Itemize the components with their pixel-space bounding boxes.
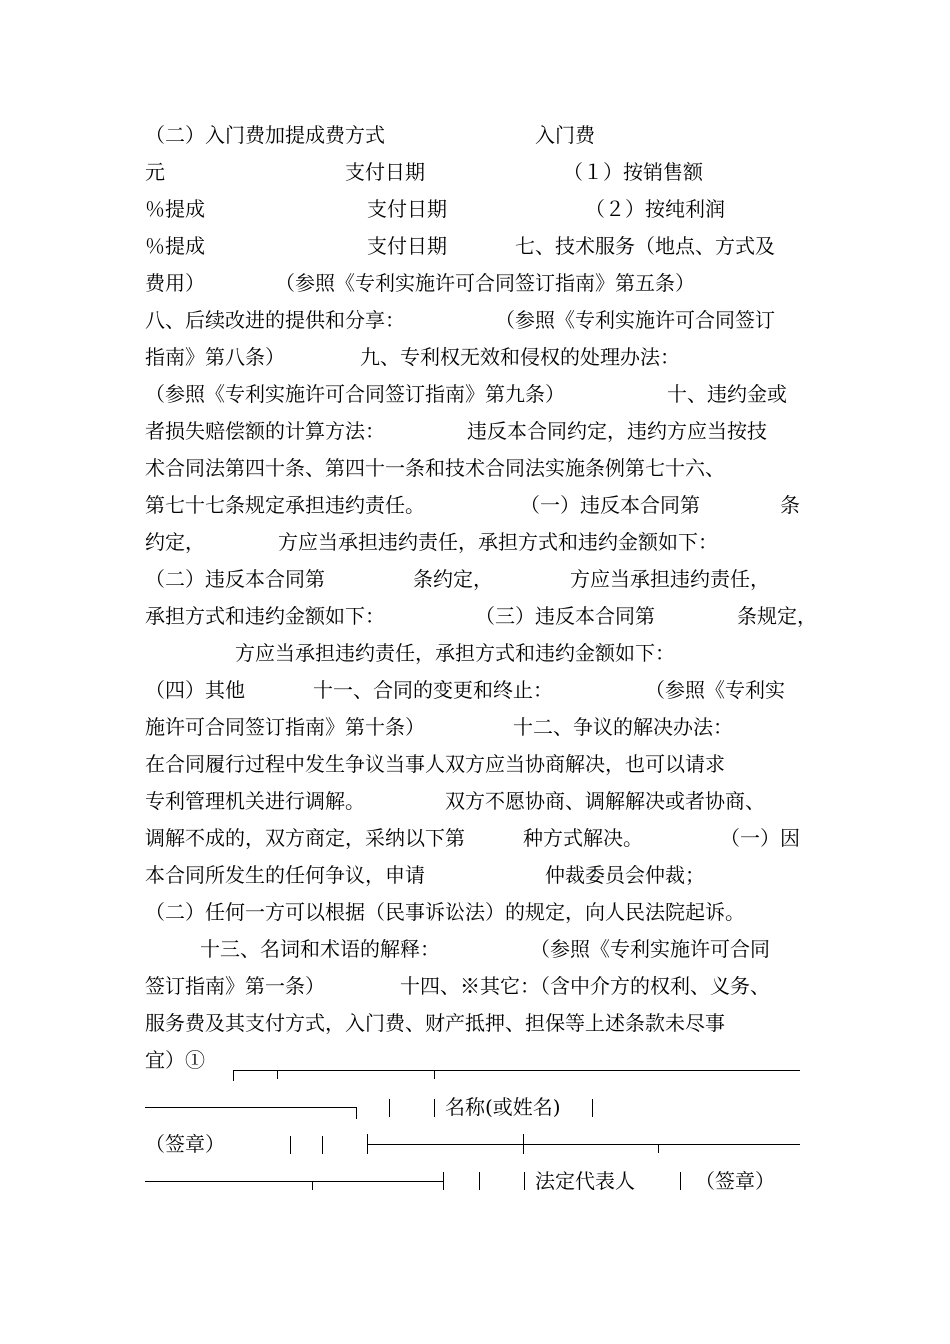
text-line (145, 191, 815, 228)
text-segment: 入门费 (535, 123, 595, 147)
text-segment: 违反本合同约定，违约方应当按技 (467, 419, 767, 443)
text-line (145, 154, 815, 191)
text-segment: 种方式解决。 (523, 826, 643, 850)
rep-label: 法定代表人 (535, 1169, 635, 1193)
text-segment: （１）按销售额 (563, 160, 703, 184)
text-segment: 十三、名词和术语的解释： (200, 937, 440, 961)
text-line (145, 857, 815, 894)
text-line (145, 450, 815, 487)
text-segment: 调解不成的，双方商定，采纳以下第 (145, 826, 465, 850)
text-segment: 仲裁委员会仲裁； (545, 863, 705, 887)
text-line (145, 1042, 815, 1079)
text-line (145, 302, 815, 339)
text-line (145, 709, 815, 746)
table-rule (658, 1144, 659, 1153)
text-segment: 在合同履行过程中发生争议当事人双方应当协商解决，也可以请求 (145, 752, 725, 776)
text-line (145, 1089, 815, 1126)
text-segment: （２）按纯利润 (585, 197, 725, 221)
text-segment: 施许可合同签订指南》第十条） (145, 715, 425, 739)
text-line (145, 820, 815, 857)
text-segment: （二）任何一方可以根据（民事诉讼法）的规定，向人民法院起诉。 (145, 900, 745, 924)
seal-label: （签章） (695, 1169, 775, 1193)
table-rule (290, 1136, 291, 1154)
text-segment: 本合同所发生的任何争议，申请 (145, 863, 425, 887)
text-line (145, 1163, 815, 1200)
text-segment: （参照《专利实施许可合同签订 (495, 308, 775, 332)
text-line (145, 265, 815, 302)
table-rule (277, 1070, 278, 1079)
text-line (145, 413, 815, 450)
text-segment: 十、违约金或 (667, 382, 787, 406)
text-segment: （四）其他 (145, 678, 245, 702)
text-segment: （三）违反本合同第 (475, 604, 655, 628)
text-segment: 术合同法第四十条、第四十一条和技术合同法实施条例第七十六、 (145, 456, 725, 480)
text-segment: 十二、争议的解决办法： (513, 715, 733, 739)
text-segment: 指南》第八条） (145, 345, 285, 369)
table-rule (233, 1070, 800, 1071)
name-label: 名称(或姓名) (445, 1095, 561, 1119)
text-segment: 约定， (145, 530, 205, 554)
text-segment: ％提成 (145, 197, 205, 221)
table-rule (523, 1134, 524, 1154)
text-segment: ％提成 (145, 234, 205, 258)
text-segment: 双方不愿协商、调解解决或者协商、 (445, 789, 765, 813)
text-line (145, 376, 815, 413)
table-rule (680, 1172, 681, 1190)
text-segment: 支付日期 (367, 234, 447, 258)
text-segment: 者损失赔偿额的计算方法： (145, 419, 385, 443)
text-segment: 费用） (145, 271, 205, 295)
text-line (145, 524, 815, 561)
text-segment: 支付日期 (367, 197, 447, 221)
text-segment: 条 (780, 493, 800, 517)
table-rule (434, 1070, 435, 1079)
text-line (145, 635, 815, 672)
text-line (145, 598, 815, 635)
text-line (145, 894, 815, 931)
text-line (145, 746, 815, 783)
text-line (145, 931, 815, 968)
text-line (145, 1005, 815, 1042)
text-segment: （一）因 (720, 826, 800, 850)
text-segment: 方应当承担违约责任，承担方式和违约金额如下： (235, 641, 675, 665)
text-segment: 十一、合同的变更和终止： (313, 678, 553, 702)
text-line (145, 228, 815, 265)
seal-label: （签章） (145, 1132, 225, 1156)
text-segment: （参照《专利实施许可合同签订指南》第九条） (145, 382, 565, 406)
text-segment: （二）违反本合同第 (145, 567, 325, 591)
text-segment: 方应当承担违约责任，承担方式和违约金额如下： (278, 530, 718, 554)
text-segment: （二）入门费加提成费方式 (145, 123, 385, 147)
text-line (145, 968, 815, 1005)
text-line (145, 117, 815, 154)
text-segment: （参照《专利实施许可合同 (530, 937, 770, 961)
text-segment: （参照《专利实施许可合同签订指南》第五条） (275, 271, 695, 295)
text-segment: 元 (145, 160, 165, 184)
text-segment: 七、技术服务（地点、方式及 (515, 234, 775, 258)
text-segment: 九、专利权无效和侵权的处理办法： (360, 345, 680, 369)
text-line (145, 487, 815, 524)
text-line (145, 783, 815, 820)
text-segment: 八、后续改进的提供和分享： (145, 308, 405, 332)
text-segment: 支付日期 (345, 160, 425, 184)
text-segment: （参照《专利实 (645, 678, 785, 702)
text-segment: 宜）① (145, 1048, 205, 1072)
table-rule (233, 1070, 234, 1081)
text-segment: 十四、※其它：（含中介方的权利、义务、 (400, 974, 770, 998)
text-segment: 条规定， (737, 604, 817, 628)
text-line (145, 561, 815, 598)
table-rule (367, 1144, 800, 1145)
text-segment: （一）违反本合同第 (520, 493, 700, 517)
text-segment: 承担方式和违约金额如下： (145, 604, 385, 628)
table-rule (592, 1099, 593, 1117)
text-segment: 条约定， (413, 567, 493, 591)
text-segment: 服务费及其支付方式，入门费、财产抵押、担保等上述条款未尽事 (145, 1011, 725, 1035)
text-line (145, 672, 815, 709)
text-line (145, 339, 815, 376)
text-segment: 第七十七条规定承担违约责任。 (145, 493, 425, 517)
text-segment: 专利管理机关进行调解。 (145, 789, 365, 813)
text-segment: 签订指南》第一条） (145, 974, 325, 998)
table-rule (322, 1136, 323, 1154)
text-segment: 方应当承担违约责任， (570, 567, 770, 591)
